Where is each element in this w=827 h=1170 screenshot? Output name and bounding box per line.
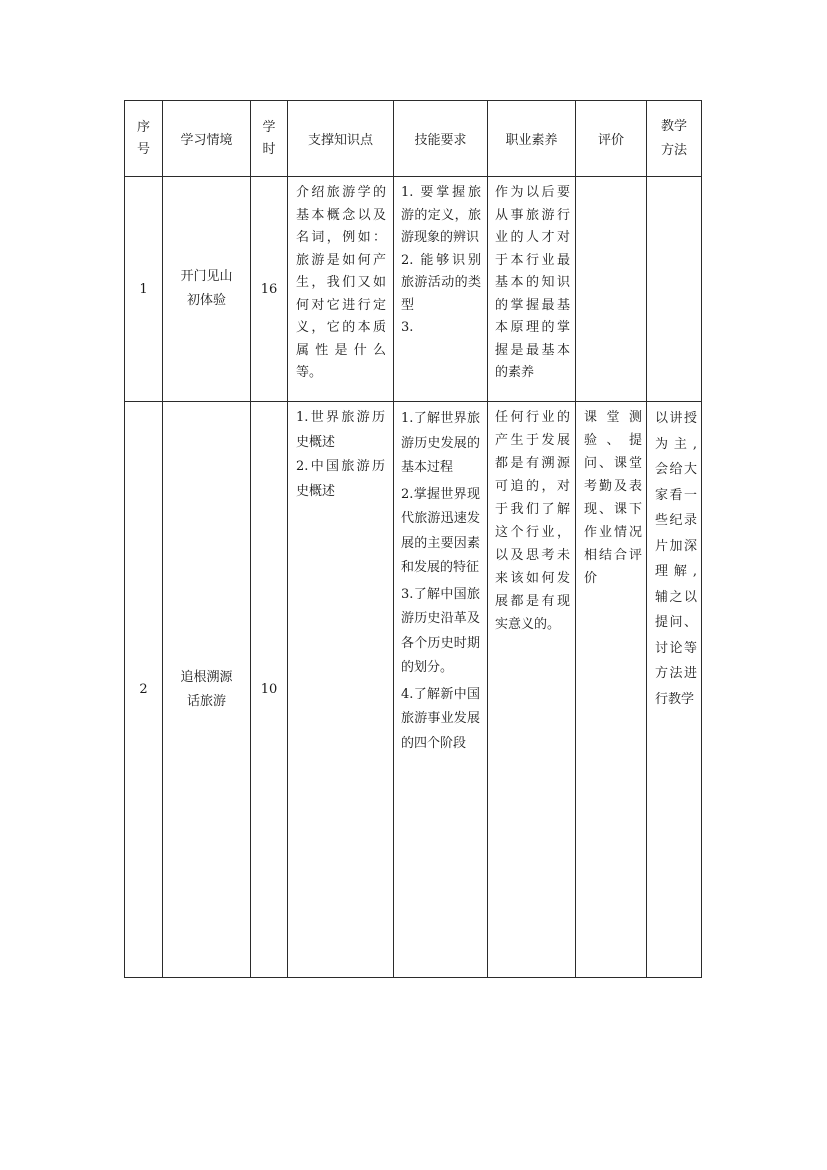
header-knowledge-text: 支撑知识点 (307, 133, 373, 148)
row2-skills-item: 3.了解中国旅游历史沿革及各个历史时期的划分。 (401, 586, 480, 675)
row2-index-text: 2 (139, 682, 148, 697)
row2-knowledge (288, 402, 393, 977)
table-border-bottom (124, 977, 702, 978)
row1-hours-text: 16 (260, 281, 278, 297)
row2-index (125, 402, 162, 977)
row1-literacy (488, 177, 575, 401)
row2-evaluation-text: 课堂测验、提问、课堂考勤及表现、课下作业情况相结合评价 (584, 410, 642, 586)
row1-knowledge-text: 介绍旅游学的基本概念以及名词，例如：旅游是如何产生，我们又如何对它进行定义，它的本质属性是什么等。 (296, 185, 386, 380)
row2-literacy (488, 402, 575, 977)
header-scenario-text: 学习情境 (180, 133, 233, 148)
row1-knowledge (288, 177, 393, 401)
row2-hours (251, 402, 287, 977)
row2-knowledge-item: 1.世界旅游历史概述 (296, 410, 385, 450)
header-evaluation-text: 评价 (597, 133, 624, 148)
row2-skills-item: 2.掌握世界现代旅游迅速发展的主要因素和发展的特征 (401, 486, 480, 575)
row1-index-text: 1 (139, 281, 148, 297)
header-method-text: 教学方法 (661, 118, 688, 158)
row2-skills (394, 402, 487, 977)
row1-skills (394, 177, 487, 401)
row1-skills-item: 3. (401, 320, 414, 335)
header-scenario (163, 101, 250, 176)
row2-method-text: 以讲授为主,会给大家看一些纪录片加深理解,辅之以提问、讨论等方法进行教学 (655, 411, 697, 707)
header-hours (251, 101, 287, 176)
row2-skills-item: 1.了解世界旅游历史发展的基本过程 (401, 411, 480, 475)
row2-literacy-text: 任何行业的产生于发展都是有溯源可追的，对于我们了解这个行业，以及思考未来该如何发展都是有现实意义的。 (495, 410, 570, 632)
row1-index (125, 177, 162, 401)
header-evaluation (576, 101, 646, 176)
row1-scenario-text: 开门见山初体验 (180, 269, 233, 308)
header-hours-text: 学时 (262, 119, 276, 157)
row1-hours (251, 177, 287, 401)
header-literacy (488, 101, 575, 176)
row1-skills-item: 2. 能够识别旅游活动的类型 (401, 252, 481, 313)
row1-scenario (163, 177, 250, 401)
row1-literacy-text: 作为以后要从事旅游行业的人才对于本行业最基本的知识的掌握最基本原理的掌握是最基本的素养 (495, 185, 570, 380)
row1-skills-item: 1. 要掌握旅游的定义，旅游现象的辨识 (401, 185, 481, 245)
row2-knowledge-item: 2.中国旅游历史概述 (296, 459, 385, 499)
header-index-text: 序号 (136, 119, 150, 157)
header-index (125, 101, 162, 176)
row2-scenario-text: 追根溯源话旅游 (180, 669, 233, 709)
row1-method (647, 177, 701, 401)
row2-method (647, 402, 701, 977)
row2-evaluation (576, 402, 646, 977)
row1-evaluation (576, 177, 646, 401)
table-border-right (701, 100, 702, 978)
header-skills (394, 101, 487, 176)
header-knowledge (288, 101, 393, 176)
header-literacy-text: 职业素养 (505, 133, 558, 148)
row2-skills-item: 4.了解新中国旅游事业发展的四个阶段 (401, 686, 480, 751)
header-skills-text: 技能要求 (414, 133, 467, 148)
row2-scenario (163, 402, 250, 977)
row2-hours-text: 10 (260, 682, 278, 697)
header-method (647, 101, 701, 176)
